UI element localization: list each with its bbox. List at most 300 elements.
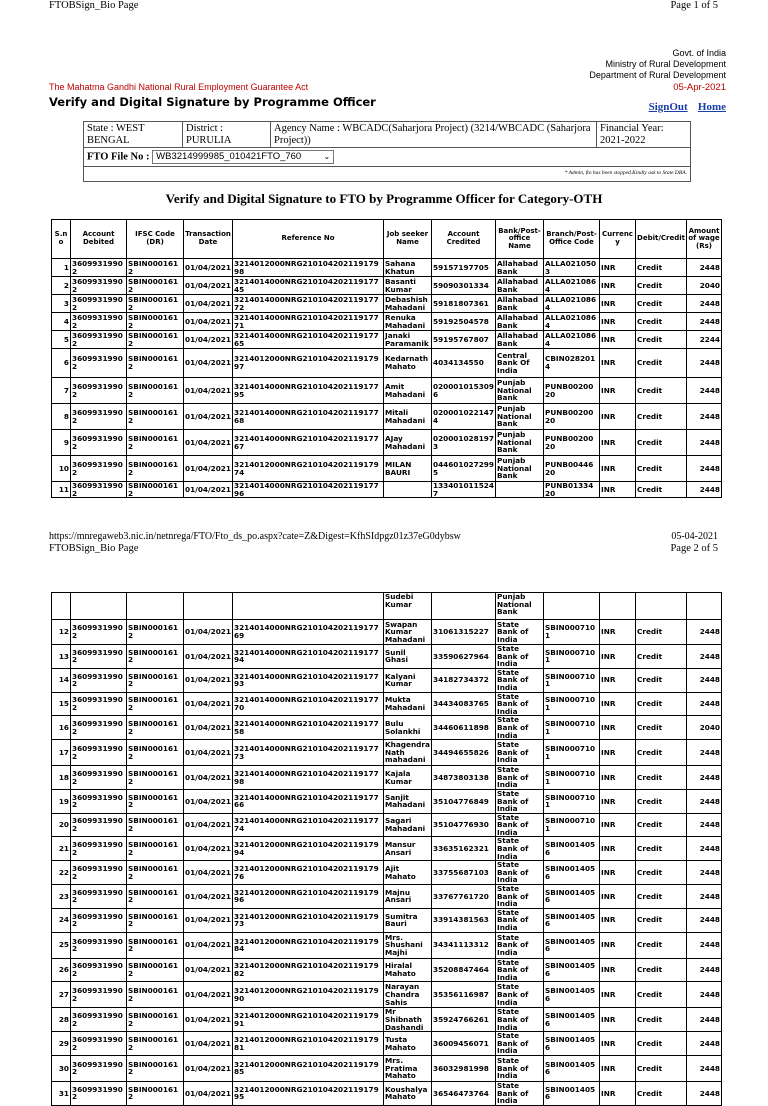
cell-amount: 2448 (687, 740, 722, 766)
cell-amount: 2448 (687, 1081, 722, 1105)
cell-reference-no: 3214012000NRG21010420211917998 (233, 259, 384, 277)
cell-currency: INR (600, 295, 636, 313)
fto-label: FTO File No : (87, 151, 150, 163)
cell-reference-no: 3214014000NRG21010420211917771 (233, 313, 384, 331)
cell-bank-name: Punjab National Bank (496, 378, 544, 404)
cell-amount: 2448 (687, 259, 722, 277)
cell-bank-name: State Bank of India (496, 1081, 544, 1105)
cell-ifsc: SBIN0001612 (127, 1055, 184, 1081)
cell-debit-credit: Credit (636, 932, 687, 958)
cell-ifsc: SBIN0001612 (127, 932, 184, 958)
cell-bank-name: Allahabad Bank (496, 331, 544, 349)
cell-account-debited (71, 593, 127, 620)
cell-account-credited: 35104776930 (432, 813, 496, 837)
page-header-right: Page 1 of 5 (670, 0, 718, 11)
cell-account-debited: 36099319902 (71, 378, 127, 404)
cell-account-credited: 35356116987 (432, 982, 496, 1008)
cell-job-seeker-name: Sudebi Kumar (384, 593, 432, 620)
cell-branch-code: SBIN0014056 (544, 1055, 600, 1081)
cell-currency: INR (600, 692, 636, 716)
cell-reference-no: 3214014000NRG21010420211917774 (233, 813, 384, 837)
cell-branch-code: SBIN0014056 (544, 861, 600, 885)
cell-txn-date: 01/04/2021 (184, 259, 233, 277)
cell-bank-name: State Bank of India (496, 620, 544, 645)
cell-account-debited: 36099319902 (71, 766, 127, 790)
cell-amount: 2448 (687, 482, 722, 498)
cell-sno: 3 (52, 295, 71, 313)
table-row (52, 313, 722, 331)
govt-line: Ministry of Rural Development (605, 59, 726, 69)
cell-amount: 2448 (687, 430, 722, 456)
cell-reference-no: 3214012000NRG21010420211917974 (233, 456, 384, 482)
cell-amount: 2448 (687, 932, 722, 958)
cell-bank-name: State Bank of India (496, 692, 544, 716)
cell-ifsc: SBIN0001612 (127, 259, 184, 277)
cell-bank-name: State Bank of India (496, 668, 544, 692)
cell-sno: 29 (52, 1032, 71, 1056)
table-row (52, 958, 722, 982)
table-row (52, 861, 722, 885)
cell-reference-no: 3214012000NRG21010420211917985 (233, 1055, 384, 1081)
cell-sno: 17 (52, 740, 71, 766)
cell-bank-name: State Bank of India (496, 645, 544, 669)
cell-debit-credit: Credit (636, 456, 687, 482)
cell-ifsc: SBIN0001612 (127, 430, 184, 456)
page2-header-right: Page 2 of 5 (670, 543, 718, 554)
cell-ifsc: SBIN0001612 (127, 766, 184, 790)
cell-txn-date: 01/04/2021 (184, 1032, 233, 1056)
cell-reference-no: 3214012000NRG21010420211917976 (233, 861, 384, 885)
cell-reference-no: 3214014000NRG21010420211917745 (233, 277, 384, 295)
cell-bank-name: Allahabad Bank (496, 277, 544, 295)
act-name: The Mahatma Gandhi National Rural Employment Guarantee Act (49, 82, 309, 92)
cell-bank-name: State Bank of India (496, 908, 544, 932)
cell-bank-name: State Bank of India (496, 1008, 544, 1032)
cell-amount: 2448 (687, 885, 722, 909)
cell-ifsc: SBIN0001612 (127, 908, 184, 932)
cell-ifsc: SBIN0001612 (127, 885, 184, 909)
table-row (52, 1055, 722, 1081)
cell-txn-date: 01/04/2021 (184, 404, 233, 430)
cell-job-seeker-name: Kajala Kumar (384, 766, 432, 790)
cell-txn-date: 01/04/2021 (184, 349, 233, 378)
cell-txn-date: 01/04/2021 (184, 789, 233, 813)
table-row (52, 692, 722, 716)
cell-debit-credit: Credit (636, 620, 687, 645)
cell-sno: 25 (52, 932, 71, 958)
cell-ifsc: SBIN0001612 (127, 1008, 184, 1032)
cell-job-seeker-name: Mrs. Shushani Majhi (384, 932, 432, 958)
cell-job-seeker-name: Sumitra Bauri (384, 908, 432, 932)
cell-job-seeker-name: AJay Mahadani (384, 430, 432, 456)
cell-job-seeker-name: Sahana Khatun (384, 259, 432, 277)
fy-cell: Financial Year: 2021-2022 (597, 122, 691, 148)
cell-bank-name: State Bank of India (496, 958, 544, 982)
cell-branch-code: PUNB0044620 (544, 456, 600, 482)
cell-account-debited: 36099319902 (71, 1032, 127, 1056)
cell-account-debited: 36099319902 (71, 932, 127, 958)
cell-amount: 2448 (687, 620, 722, 645)
table-row (52, 404, 722, 430)
cell-txn-date: 01/04/2021 (184, 716, 233, 740)
cell-account-credited: 35104776849 (432, 789, 496, 813)
cell-account-debited: 36099319902 (71, 885, 127, 909)
cell-amount: 2244 (687, 331, 722, 349)
table-row (52, 932, 722, 958)
cell-debit-credit: Credit (636, 692, 687, 716)
cell-currency: INR (600, 837, 636, 861)
column-header-job-seeker-name: Job seeker Name (384, 220, 432, 259)
cell-branch-code: SBIN0014056 (544, 982, 600, 1008)
table-row (52, 716, 722, 740)
cell-amount: 2448 (687, 908, 722, 932)
cell-reference-no: 3214012000NRG21010420211917973 (233, 908, 384, 932)
fto-table-page1 (51, 219, 722, 498)
cell-branch-code: ALLA0210864 (544, 331, 600, 349)
govt-line: Govt. of India (672, 48, 726, 58)
cell-account-credited: 59090301334 (432, 277, 496, 295)
table-row (52, 740, 722, 766)
cell-account-credited: 33767761720 (432, 885, 496, 909)
cell-currency: INR (600, 1032, 636, 1056)
table-row (52, 482, 722, 498)
cell-job-seeker-name: Renuka Mahadani (384, 313, 432, 331)
cell-bank-name: State Bank of India (496, 885, 544, 909)
cell-job-seeker-name: Amit Mahadani (384, 378, 432, 404)
cell-txn-date (184, 593, 233, 620)
table-row (52, 620, 722, 645)
cell-account-credited: 35924766261 (432, 1008, 496, 1032)
cell-branch-code: PUNB0020020 (544, 378, 600, 404)
cell-bank-name: State Bank of India (496, 982, 544, 1008)
cell-bank-name: State Bank of India (496, 837, 544, 861)
cell-reference-no: 3214014000NRG21010420211917767 (233, 430, 384, 456)
cell-txn-date: 01/04/2021 (184, 1055, 233, 1081)
cell-account-debited: 36099319902 (71, 982, 127, 1008)
column-header-branch-code: Branch/Post-Office Code (544, 220, 600, 259)
cell-account-debited: 36099319902 (71, 645, 127, 669)
cell-debit-credit: Credit (636, 668, 687, 692)
cell-debit-credit: Credit (636, 295, 687, 313)
cell-debit-credit: Credit (636, 716, 687, 740)
cell-job-seeker-name: Hiralal Mahato (384, 958, 432, 982)
cell-sno: 15 (52, 692, 71, 716)
top-links (649, 95, 726, 114)
cell-bank-name: Punjab National Bank (496, 430, 544, 456)
cell-txn-date: 01/04/2021 (184, 1008, 233, 1032)
cell-debit-credit: Credit (636, 645, 687, 669)
cell-debit-credit: Credit (636, 908, 687, 932)
cell-branch-code: SBIN0014056 (544, 1032, 600, 1056)
fto-table-page2 (51, 592, 722, 1106)
cell-amount: 2448 (687, 378, 722, 404)
cell-amount: 2448 (687, 456, 722, 482)
cell-debit-credit: Credit (636, 861, 687, 885)
cell-amount (687, 593, 722, 620)
cell-debit-credit: Credit (636, 331, 687, 349)
cell-branch-code: SBIN0007101 (544, 740, 600, 766)
cell-sno: 31 (52, 1081, 71, 1105)
cell-ifsc: SBIN0001612 (127, 482, 184, 498)
cell-account-debited: 36099319902 (71, 740, 127, 766)
cell-txn-date: 01/04/2021 (184, 1081, 233, 1105)
cell-reference-no: 3214014000NRG21010420211917773 (233, 740, 384, 766)
table-row (52, 456, 722, 482)
cell-txn-date: 01/04/2021 (184, 861, 233, 885)
cell-currency: INR (600, 908, 636, 932)
cell-account-debited: 36099319902 (71, 861, 127, 885)
cell-branch-code: PUNB0133420 (544, 482, 600, 498)
cell-amount: 2448 (687, 982, 722, 1008)
table-row (52, 813, 722, 837)
table-row (52, 1081, 722, 1105)
cell-job-seeker-name: Mrs. Pratima Mahato (384, 1055, 432, 1081)
cell-reference-no: 3214014000NRG21010420211917793 (233, 668, 384, 692)
cell-branch-code: ALLA0210864 (544, 277, 600, 295)
cell-branch-code: SBIN0014056 (544, 1081, 600, 1105)
cell-reference-no (233, 593, 384, 620)
cell-currency: INR (600, 740, 636, 766)
cell-branch-code: SBIN0007101 (544, 692, 600, 716)
cell-ifsc: SBIN0001612 (127, 1081, 184, 1105)
cell-job-seeker-name: Bulu Solankhi (384, 716, 432, 740)
fto-row (84, 148, 691, 167)
cell-account-credited: 34341113312 (432, 932, 496, 958)
cell-currency: INR (600, 313, 636, 331)
cell-account-debited: 36099319902 (71, 456, 127, 482)
cell-amount: 2448 (687, 404, 722, 430)
cell-ifsc: SBIN0001612 (127, 349, 184, 378)
cell-job-seeker-name: Mukta Mahadani (384, 692, 432, 716)
cell-reference-no: 3214012000NRG21010420211917991 (233, 1008, 384, 1032)
cell-bank-name: Punjab National Bank (496, 404, 544, 430)
cell-ifsc: SBIN0001612 (127, 456, 184, 482)
cell-branch-code: SBIN0007101 (544, 789, 600, 813)
cell-account-debited: 36099319902 (71, 908, 127, 932)
cell-ifsc: SBIN0001612 (127, 404, 184, 430)
table-row (52, 295, 722, 313)
cell-account-credited: 36009456071 (432, 1032, 496, 1056)
cell-debit-credit: Credit (636, 982, 687, 1008)
table-row (52, 349, 722, 378)
cell-job-seeker-name: Narayan Chandra Sahis (384, 982, 432, 1008)
cell-job-seeker-name: Sagari Mahadani (384, 813, 432, 837)
cell-txn-date: 01/04/2021 (184, 313, 233, 331)
cell-debit-credit: Credit (636, 259, 687, 277)
signout-link[interactable]: SignOut (648, 101, 688, 113)
cell-bank-name: State Bank of India (496, 1055, 544, 1081)
cell-sno: 7 (52, 378, 71, 404)
cell-currency: INR (600, 456, 636, 482)
cell-currency: INR (600, 430, 636, 456)
fto-select[interactable] (152, 150, 334, 164)
cell-ifsc: SBIN0001612 (127, 837, 184, 861)
table-row (52, 277, 722, 295)
cell-account-debited: 36099319902 (71, 716, 127, 740)
cell-txn-date: 01/04/2021 (184, 885, 233, 909)
admin-note: * Admin, fto has been stopped.Kindly ask to State DBA. (84, 167, 691, 182)
cell-account-credited: 33914381563 (432, 908, 496, 932)
cell-branch-code: SBIN0007101 (544, 668, 600, 692)
cell-account-credited: 4034134550 (432, 349, 496, 378)
cell-job-seeker-name: Debashish Mahadani (384, 295, 432, 313)
cell-currency: INR (600, 277, 636, 295)
cell-reference-no: 3214012000NRG21010420211917984 (233, 932, 384, 958)
table-row (52, 885, 722, 909)
cell-debit-credit: Credit (636, 885, 687, 909)
home-link[interactable]: Home (697, 101, 726, 113)
cell-sno: 14 (52, 668, 71, 692)
cell-account-credited: 33755687103 (432, 861, 496, 885)
cell-sno: 6 (52, 349, 71, 378)
cell-currency: INR (600, 861, 636, 885)
cell-account-credited: 59157197705 (432, 259, 496, 277)
cell-currency: INR (600, 789, 636, 813)
chevron-down-icon: ⌄ (323, 152, 331, 161)
cell-account-debited: 36099319902 (71, 259, 127, 277)
cell-job-seeker-name: Swapan Kumar Mahadani (384, 620, 432, 645)
cell-job-seeker-name: Koushalya Mahato (384, 1081, 432, 1105)
cell-account-credited: 59195767807 (432, 331, 496, 349)
cell-job-seeker-name: Basanti Kumar (384, 277, 432, 295)
cell-ifsc: SBIN0001612 (127, 331, 184, 349)
cell-amount: 2448 (687, 837, 722, 861)
table-row (52, 430, 722, 456)
cell-account-credited: 34434083765 (432, 692, 496, 716)
cell-sno: 27 (52, 982, 71, 1008)
cell-sno: 20 (52, 813, 71, 837)
cell-account-debited: 36099319902 (71, 668, 127, 692)
cell-branch-code: SBIN0007101 (544, 766, 600, 790)
cell-txn-date: 01/04/2021 (184, 331, 233, 349)
cell-ifsc (127, 593, 184, 620)
footer-date: 05-04-2021 (671, 531, 718, 542)
cell-bank-name (496, 482, 544, 498)
cell-amount: 2448 (687, 1008, 722, 1032)
cell-job-seeker-name: Majnu Ansari (384, 885, 432, 909)
cell-currency: INR (600, 813, 636, 837)
cell-debit-credit: Credit (636, 958, 687, 982)
cell-account-credited: 34460611898 (432, 716, 496, 740)
cell-ifsc: SBIN0001612 (127, 313, 184, 331)
cell-account-debited: 36099319902 (71, 349, 127, 378)
page-header-left: FTOBSign_Bio Page (49, 0, 139, 11)
table-row (52, 645, 722, 669)
cell-job-seeker-name: Sanjit Mahadani (384, 789, 432, 813)
cell-currency: INR (600, 349, 636, 378)
cell-sno: 12 (52, 620, 71, 645)
cell-txn-date: 01/04/2021 (184, 740, 233, 766)
cell-job-seeker-name: Mitali Mahadani (384, 404, 432, 430)
cell-job-seeker-name: Kedarnath Mahato (384, 349, 432, 378)
cell-ifsc: SBIN0001612 (127, 958, 184, 982)
cell-branch-code: SBIN0007101 (544, 813, 600, 837)
cell-sno: 4 (52, 313, 71, 331)
cell-job-seeker-name: Ajit Mahato (384, 861, 432, 885)
cell-account-credited: 35208847464 (432, 958, 496, 982)
cell-ifsc: SBIN0001612 (127, 1032, 184, 1056)
cell-account-debited: 36099319902 (71, 482, 127, 498)
cell-currency: INR (600, 1055, 636, 1081)
cell-account-debited: 36099319902 (71, 1008, 127, 1032)
cell-job-seeker-name: Sunil Ghasi (384, 645, 432, 669)
footer-url: https://mnregaweb3.nic.in/netnrega/FTO/Fto_ds_po.aspx?cate=Z&Digest=KfhSIdpgz01z37eG0dybsw (49, 531, 461, 542)
column-header-debit-credit: Debit/Credit (636, 220, 687, 259)
cell-account-credited: 33635162321 (432, 837, 496, 861)
column-header-bank-name: Bank/Post-office Name (496, 220, 544, 259)
cell-currency: INR (600, 620, 636, 645)
cell-account-credited: 33590627964 (432, 645, 496, 669)
cell-amount: 2448 (687, 1032, 722, 1056)
column-header-txn-date: Transaction Date (184, 220, 233, 259)
cell-currency (600, 593, 636, 620)
column-header-reference-no: Reference No (233, 220, 384, 259)
cell-branch-code: SBIN0014056 (544, 837, 600, 861)
agency-cell: Agency Name : WBCADC(Saharjora Project) (3214/WBCADC (Saharjora Project)) (271, 122, 597, 148)
cell-ifsc: SBIN0001612 (127, 692, 184, 716)
cell-debit-credit: Credit (636, 313, 687, 331)
table-row (52, 1032, 722, 1056)
cell-account-credited: 0200010153096 (432, 378, 496, 404)
cell-branch-code: SBIN0007101 (544, 620, 600, 645)
cell-txn-date: 01/04/2021 (184, 668, 233, 692)
cell-ifsc: SBIN0001612 (127, 716, 184, 740)
cell-branch-code: SBIN0014056 (544, 958, 600, 982)
cell-account-credited: 0200010281973 (432, 430, 496, 456)
cell-currency: INR (600, 259, 636, 277)
cell-account-credited: 34494655826 (432, 740, 496, 766)
cell-job-seeker-name: MILAN BAURI (384, 456, 432, 482)
cell-ifsc: SBIN0001612 (127, 982, 184, 1008)
cell-ifsc: SBIN0001612 (127, 277, 184, 295)
cell-account-debited: 36099319902 (71, 692, 127, 716)
cell-sno: 1 (52, 259, 71, 277)
page-title: Verify and Digital Signature by Programme Officer (49, 95, 376, 109)
cell-bank-name: Punjab National Bank (496, 456, 544, 482)
cell-reference-no: 3214014000NRG21010420211917794 (233, 645, 384, 669)
govt-line: Department of Rural Development (589, 70, 726, 80)
cell-ifsc: SBIN0001612 (127, 668, 184, 692)
cell-ifsc: SBIN0001612 (127, 295, 184, 313)
info-table (83, 121, 691, 182)
cell-account-debited: 36099319902 (71, 277, 127, 295)
cell-currency: INR (600, 482, 636, 498)
cell-bank-name: Allahabad Bank (496, 259, 544, 277)
cell-branch-code: CBIN0282014 (544, 349, 600, 378)
cell-account-debited: 36099319902 (71, 295, 127, 313)
cell-amount: 2448 (687, 789, 722, 813)
cell-reference-no: 3214014000NRG21010420211917798 (233, 766, 384, 790)
table-row-continuation (52, 593, 722, 620)
cell-currency: INR (600, 378, 636, 404)
cell-account-debited: 36099319902 (71, 1055, 127, 1081)
cell-amount: 2448 (687, 813, 722, 837)
cell-txn-date: 01/04/2021 (184, 277, 233, 295)
cell-reference-no: 3214014000NRG21010420211917758 (233, 716, 384, 740)
cell-amount: 2448 (687, 1055, 722, 1081)
cell-currency: INR (600, 668, 636, 692)
cell-txn-date: 01/04/2021 (184, 692, 233, 716)
cell-sno: 16 (52, 716, 71, 740)
cell-sno (52, 593, 71, 620)
cell-debit-credit: Credit (636, 1055, 687, 1081)
cell-currency: INR (600, 331, 636, 349)
cell-reference-no: 3214014000NRG21010420211917768 (233, 404, 384, 430)
cell-bank-name: State Bank of India (496, 861, 544, 885)
cell-branch-code: ALLA0210864 (544, 295, 600, 313)
cell-account-credited (432, 593, 496, 620)
cell-reference-no: 3214012000NRG21010420211917995 (233, 1081, 384, 1105)
